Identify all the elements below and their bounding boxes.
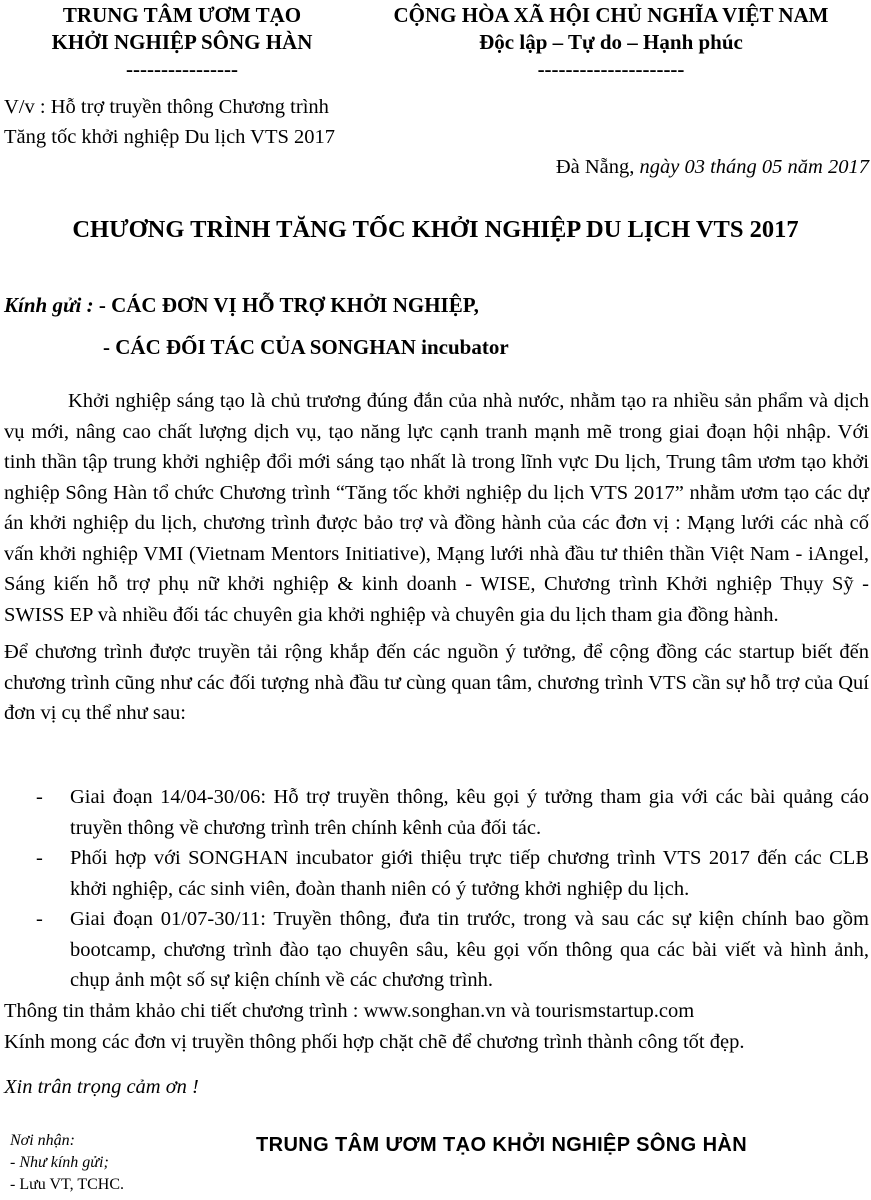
subject-line1: V/v : Hỗ trợ truyền thông Chương trình	[4, 96, 329, 118]
document-title: CHƯƠNG TRÌNH TĂNG TỐC KHỞI NGHIỆP DU LỊCH VTS 2017	[72, 216, 799, 243]
receivers-label: Nơi nhận:	[10, 1132, 75, 1149]
list-item	[4, 904, 869, 996]
date-line	[556, 152, 869, 182]
national-header	[364, 2, 858, 83]
list-item-text: Giai đoạn 14/04-30/06: Hỗ trợ truyền thông, kêu gọi ý tưởng tham gia với các bài quảng cáo truyền thông về chương trình trên chính kênh của đối tác.	[70, 786, 869, 839]
recipient-line2: - CÁC ĐỐI TÁC CỦA SONGHAN incubator	[103, 335, 509, 359]
bullet-dash: -	[36, 786, 43, 808]
country-name: CỘNG HÒA XÃ HỘI CHỦ NGHĨA VIỆT NAM	[393, 3, 829, 27]
list-item-text: Giai đoạn 01/07-30/11: Truyền thông, đưa tin trước, trong và sau các sự kiện chính bao gồm bootcamp, chương trình đào tạo chuyên sâu, kêu gọi vốn thông qua các bài viết và hình ảnh, chụp ảnh một số sự kiện chính về các chương trình.	[70, 908, 869, 991]
letter-body	[4, 386, 869, 729]
list-item	[4, 782, 869, 843]
receivers-block	[10, 1130, 124, 1196]
info-block	[4, 996, 869, 1057]
list-item	[4, 843, 869, 904]
receiver-line1: - Như kính gửi;	[10, 1154, 109, 1171]
recipient-line1: - CÁC ĐƠN VỊ HỖ TRỢ KHỞI NGHIỆP,	[93, 293, 479, 317]
date-place: Đà Nẵng,	[555, 156, 635, 178]
national-motto: Độc lập – Tự do – Hạnh phúc	[479, 30, 743, 54]
signature-org: TRUNG TÂM ƯƠM TẠO KHỞI NGHIỆP SÔNG HÀN	[256, 1134, 748, 1156]
thanks-line: Xin trân trọng cảm ơn !	[4, 1076, 199, 1098]
org-divider: ----------------	[126, 57, 238, 81]
national-divider: ---------------------	[537, 57, 685, 81]
info-line1: Thông tin thảm khảo chi tiết chương trình : www.songhan.vn và tourismstartup.com	[4, 1000, 695, 1022]
subject-block	[4, 92, 335, 152]
support-list	[4, 782, 869, 996]
recipients-label: Kính gửi :	[4, 293, 94, 317]
list-item-text: Phối hợp với SONGHAN incubator giới thiệu trực tiếp chương trình VTS 2017 đến các CLB khởi nghiệp, các sinh viên, đoàn thanh niên có ý tưởng khởi nghiệp du lịch.	[70, 847, 869, 900]
organization-header	[0, 2, 364, 83]
subject-line2: Tăng tốc khởi nghiệp Du lịch VTS 2017	[4, 126, 336, 148]
body-paragraph-2: Để chương trình được truyền tải rộng khắp đến các nguồn ý tưởng, để cộng đồng các startup biết đến chương trình cũng như các đối tượng nhà đầu tư cùng quan tâm, chương trình VTS cần sự hỗ trợ của Quí đơn vị cụ thể như sau:	[4, 641, 869, 724]
org-name-line1: TRUNG TÂM ƯƠM TẠO	[62, 3, 302, 27]
body-paragraph-1: Khởi nghiệp sáng tạo là chủ trương đúng đắn của nhà nước, nhằm tạo ra nhiều sản phẩm và dịch vụ mới, nâng cao chất lượng dịch vụ, tạo năng lực cạnh tranh mạnh mẽ trong giai đoạn hội nhập. Với tinh thần tập trung khởi nghiệp đổi mới sáng tạo nhất là trong lĩnh vực Du lịch, Trung tâm ươm tạo khởi nghiệp Sông Hàn tổ chức Chương trình “Tăng tốc khởi nghiệp du lịch VTS 2017” nhằm ươm tạo các dự án khởi nghiệp du lịch, chương trình được bảo trợ và đồng hành của các đơn vị : Mạng lưới các nhà cố vấn khởi nghiệp VMI (Vietnam Mentors Initiative), Mạng lưới nhà đầu tư thiên thần Việt Nam - iAngel, Sáng kiến hỗ trợ phụ nữ khởi nghiệp & kinh doanh - WISE, Chương trình Khởi nghiệp Thụy Sỹ - SWISS EP và nhiều đối tác chuyên gia khởi nghiệp và chuyên gia du lịch tham gia đồng hành.	[4, 390, 869, 626]
org-name-line2: KHỞI NGHIỆP SÔNG HÀN	[51, 30, 313, 54]
bullet-dash: -	[36, 847, 43, 869]
date-text: ngày 03 tháng 05 năm 2017	[639, 156, 869, 178]
recipients-block	[4, 290, 509, 359]
info-line2: Kính mong các đơn vị truyền thông phối hợp chặt chẽ để chương trình thành công tốt đẹp.	[4, 1030, 745, 1053]
receiver-line2: - Lưu VT, TCHC.	[10, 1176, 125, 1193]
bullet-dash: -	[36, 908, 43, 930]
